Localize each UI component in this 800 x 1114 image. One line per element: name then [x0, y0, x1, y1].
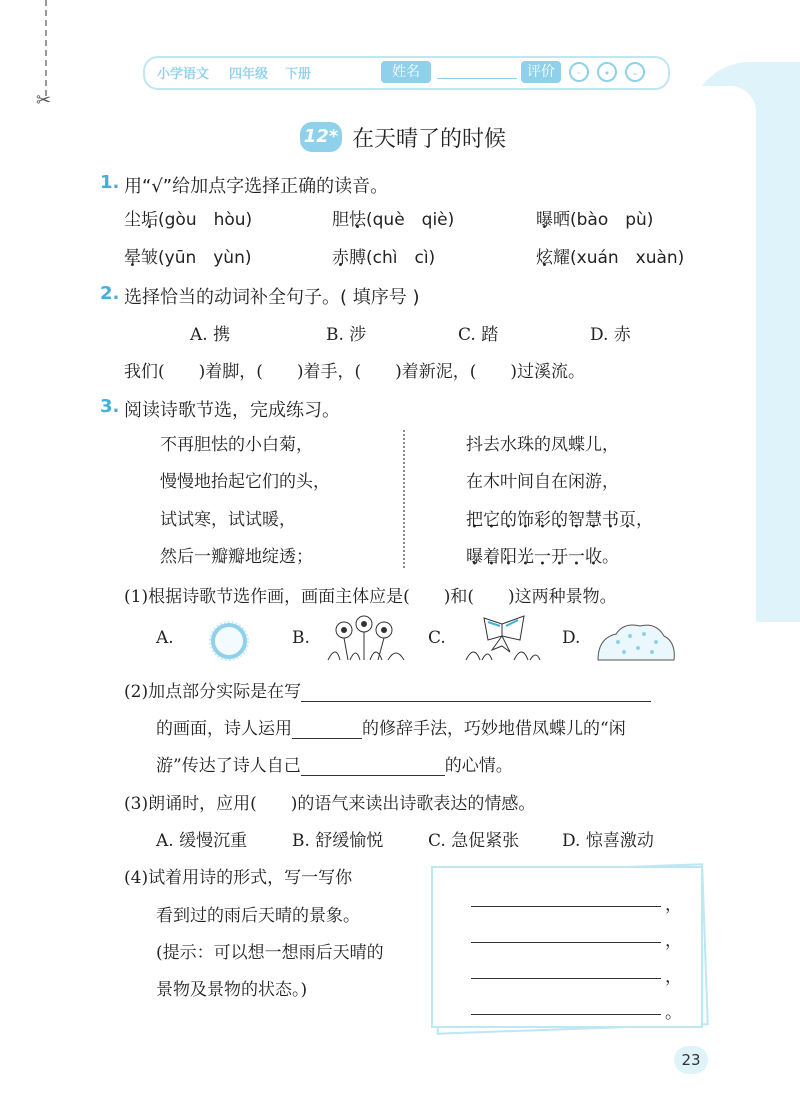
poem-right-line: 在木叶间自在闲游，: [466, 472, 619, 492]
worksheet-header: [143, 56, 670, 90]
lesson-number-badge: 12*: [300, 122, 342, 152]
answer-punct-4: 。: [665, 1003, 682, 1023]
question-3-4-line3: (提示：可以想一想雨后天晴的: [156, 943, 384, 963]
pinyin-item[interactable]: 曝晒(bào pù): [536, 210, 654, 230]
question-3-4-line4: 景物及景物的状态。): [156, 980, 308, 1000]
pinyin-choices[interactable]: (xuán xuàn): [570, 248, 685, 268]
pinyin-item[interactable]: 赤膊(chì cì): [332, 248, 436, 268]
pinyin-item[interactable]: 晕皱(yūn yùn): [124, 248, 252, 268]
question-3-2-line2: 的画面，诗人运用 的修辞手法，巧妙地借凤蝶儿的“闲: [156, 719, 626, 739]
pinyin-item[interactable]: 炫耀(xuán xuàn): [536, 248, 685, 268]
option-a: A. 携: [190, 325, 231, 345]
name-field[interactable]: [437, 78, 517, 79]
answer-line-2[interactable]: [471, 942, 661, 943]
poem-left-line: 然后一瓣瓣地绽透；: [160, 547, 313, 567]
cut-line: [45, 0, 47, 96]
poem-right-line: 把它的饰彩的智慧书页，: [466, 510, 653, 530]
neutral-face-icon[interactable]: •: [597, 62, 617, 82]
sun-image[interactable]: [208, 620, 250, 662]
pinyin-item[interactable]: 尘垢(gòu hòu): [124, 210, 253, 230]
grade-label: 四年级: [229, 67, 269, 82]
pinyin-choices[interactable]: (chì cì): [366, 248, 436, 268]
question-2-sentence[interactable]: 我们( )着脚，( )着手，( )着新泥，( )过溪流。: [124, 362, 586, 382]
answer-punct-1: ，: [665, 895, 682, 915]
question-3-number: 3.: [100, 396, 120, 417]
pinyin-choices[interactable]: (què qiè): [366, 210, 455, 230]
poem-answer-box[interactable]: [431, 866, 703, 1028]
pinyin-choices[interactable]: (gòu hòu): [158, 210, 253, 230]
butterfly-image[interactable]: [462, 614, 542, 662]
answer-line-4[interactable]: [471, 1014, 661, 1015]
picture-option-a: A.: [156, 628, 174, 648]
question-3-2-line1: (2)加点部分实际是在写: [124, 677, 651, 702]
picture-option-d: D.: [562, 628, 581, 648]
poem-left-line: 慢慢地抬起它们的头，: [160, 472, 330, 492]
answer-blank-mood[interactable]: [301, 757, 445, 776]
question-1-prompt: 用“√”给加点字选择正确的读音。: [124, 176, 389, 197]
term-label: 下册: [285, 67, 312, 82]
question-3-4-line1: (4)试着用诗的形式，写一写你: [124, 868, 353, 888]
smile-face-icon[interactable]: ᵕ: [569, 62, 589, 82]
answer-punct-2: ，: [665, 931, 682, 951]
picture-option-b: B.: [292, 628, 310, 648]
poem-left-line: 不再胆怯的小白菊，: [160, 435, 313, 455]
picture-option-c: C.: [428, 628, 446, 648]
answer-line-3[interactable]: [471, 978, 661, 979]
tree-canopy-image[interactable]: [594, 618, 678, 662]
page-number: 23: [674, 1046, 708, 1074]
question-1-number: 1.: [100, 172, 120, 193]
option-d: D. 赤: [590, 325, 631, 345]
pinyin-item[interactable]: 胆怯(què qiè): [332, 210, 455, 230]
scissors-icon: ✂: [36, 90, 52, 111]
poem-right-line: 抖去水珠的凤蝶儿，: [466, 435, 619, 455]
option-c: C. 踏: [458, 325, 499, 345]
daisy-image[interactable]: [326, 614, 406, 662]
name-label: 姓名: [381, 61, 431, 83]
answer-blank-rhetoric[interactable]: [292, 720, 362, 739]
poem-left-line: 试试寒，试试暖，: [160, 510, 296, 530]
page-title: 在天晴了的时候: [352, 127, 507, 152]
answer-line-1[interactable]: [471, 906, 661, 907]
question-3-3[interactable]: (3)朗诵时，应用( )的语气来读出诗歌表达的情感。: [124, 794, 536, 814]
eval-label: 评价: [521, 61, 561, 83]
pinyin-choices[interactable]: (bào pù): [570, 210, 654, 230]
question-3-2-line3: 游”传达了诗人自己 的心情。: [156, 756, 513, 776]
question-2-prompt: 选择恰当的动词补全句子。( 填序号 ): [124, 287, 420, 308]
answer-blank-scene[interactable]: [301, 683, 651, 702]
option-b: B. 涉: [326, 325, 367, 345]
sad-face-icon[interactable]: –: [625, 62, 645, 82]
poem-divider: [403, 430, 405, 568]
pinyin-choices[interactable]: (yūn yùn): [158, 248, 252, 268]
poem-right-line: 曝着阳光一开一收。: [466, 547, 619, 567]
question-3-3-option-a: A. 缓慢沉重: [156, 831, 248, 851]
subject-label: 小学语文: [157, 67, 210, 82]
question-2-number: 2.: [100, 283, 120, 304]
answer-punct-3: ，: [665, 967, 682, 987]
question-3-3-option-b: B. 舒缓愉悦: [292, 831, 384, 851]
question-3-prompt: 阅读诗歌节选，完成练习。: [124, 400, 340, 421]
question-3-3-option-d: D. 惊喜激动: [562, 831, 654, 851]
question-3-3-option-c: C. 急促紧张: [428, 831, 520, 851]
question-3-4-line2: 看到过的雨后天晴的景象。: [156, 906, 360, 926]
question-3-1[interactable]: (1)根据诗歌节选作画，画面主体应是( )和( )这两种景物。: [124, 587, 617, 607]
